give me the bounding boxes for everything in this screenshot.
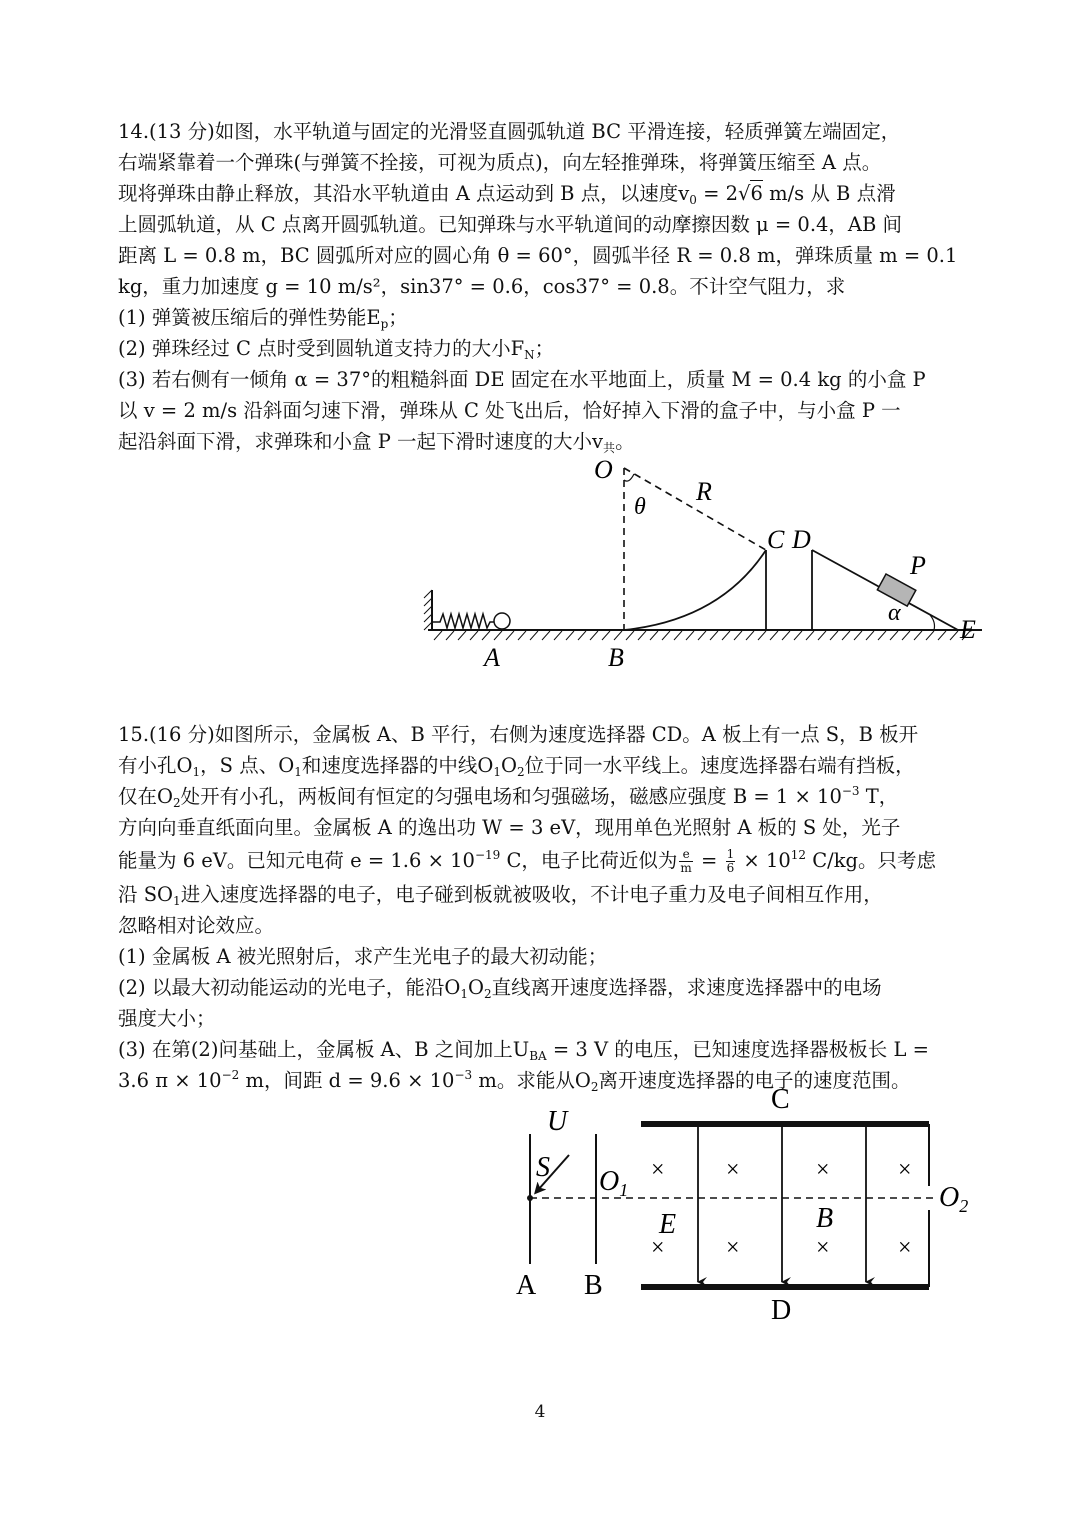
label-u: U: [547, 1106, 568, 1137]
label-b: B: [608, 643, 624, 672]
label-o2: $O_2$: [939, 1182, 969, 1216]
label-c: C: [771, 1084, 790, 1115]
q15-sub-question-2: (2) 以最大初动能运动的光电子，能沿$O_1O_2$直线离开速度选择器，求速度选择器中的电场: [118, 976, 882, 1001]
q14-figure: [410, 450, 990, 680]
q15-sub-question-2-line-2: 强度大小；: [118, 1007, 216, 1030]
label-alpha: α: [888, 600, 901, 626]
page-number: 4: [534, 1402, 546, 1422]
q14-sub-question-3-line-2: 以 v = 2 m/s 沿斜面匀速下滑，弹珠从 C 处飞出后，恰好掉入下滑的盒子中，与小盒 P 一: [118, 399, 901, 422]
b-field-cross: ×: [651, 1235, 665, 1261]
wall-hatching: [424, 590, 432, 630]
label-a: A: [484, 643, 500, 672]
b-field-cross: ×: [816, 1157, 830, 1183]
label-p: P: [910, 551, 926, 580]
label-theta: θ: [634, 494, 646, 520]
b-field-cross: ×: [726, 1157, 740, 1183]
q14-line-5: 距离 L = 0.8 m，BC 圆弧所对应的圆心角 θ = 60°，圆弧半径 R = 0.8 m，弹珠质量 m = 0.1: [118, 244, 958, 267]
question-15: [118, 719, 968, 1096]
label-e: E: [659, 1209, 677, 1240]
q14-line-3: 现将弹珠由静止释放，其沿水平轨道由 A 点运动到 B 点，以速度$v_0 = 2√6$ m/s 从 B 点滑: [118, 182, 896, 207]
b-field-cross: ×: [816, 1235, 830, 1261]
q15-line-4: 方向向垂直纸面向里。金属板 A 的逸出功 W = 3 eV，现用单色光照射 A 板的 S 处，光子: [118, 816, 901, 839]
q15-sub-question-3: (3) 在第(2)问基础上，金属板 A、B 之间加上$U_{BA} = 3$ V 的电压，已知速度选择器极板长 L =: [118, 1038, 929, 1063]
label-b-plate: B: [584, 1270, 603, 1301]
q14-line-6: kg，重力加速度 g = 10 m/s²，sin37° = 0.6，cos37° = 0.8。不计空气阻力，求: [118, 275, 846, 298]
b-field-cross: ×: [726, 1235, 740, 1261]
b-field-cross: ×: [898, 1235, 912, 1261]
q15-line-3: 仅在$O_2$处开有小孔，两板间有恒定的匀强电场和匀强磁场，磁感应强度 $B = 1 \times 10^{-3}$ T，: [118, 784, 899, 810]
label-o1: $O_1$: [599, 1166, 629, 1200]
q15-line-6: 沿 $SO_1$进入速度选择器的电子，电子碰到板就被吸收，不计电子重力及电子间相互作用，: [118, 883, 883, 908]
label-s: S: [536, 1152, 550, 1183]
b-field-cross: ×: [898, 1157, 912, 1183]
ball: [494, 613, 510, 629]
label-o: O: [594, 455, 613, 484]
label-a: A: [516, 1270, 537, 1301]
spring: [432, 614, 494, 628]
q14-sub-question-3-line-3: 起沿斜面下滑，求弹珠和小盒 P 一起下滑时速度的大小$v_共$。: [118, 430, 635, 455]
fraction-e-over-m: $\frac{e}{m}$: [680, 847, 692, 875]
arc-bc: [624, 550, 766, 630]
label-e: E: [960, 615, 976, 644]
q15-sub-question-3-line-2: 3.6 $\pi \times 10^{-2}$ m，间距 $d = 9.6 \times 10^{-3}$ m。求能从$O_2$离开速度选择器的电子的速度范围。: [118, 1068, 911, 1094]
q14-sub-question-3: (3) 若右侧有一倾角 α = 37°的粗糙斜面 DE 固定在水平地面上，质量 M = 0.4 kg 的小盒 P: [118, 368, 926, 391]
label-d: D: [771, 1295, 792, 1326]
fraction-one-sixth: $\frac{1}{6}$: [726, 847, 735, 875]
label-r: R: [696, 477, 712, 506]
q14-line-4: 上圆弧轨道，从 C 点离开圆弧轨道。已知弹珠与水平轨道间的动摩擦因数 μ = 0.4，AB 间: [118, 213, 903, 236]
q15-line-1: 15.(16 分)如图所示，金属板 A、B 平行，右侧为速度选择器 CD。A 板上有一点 S，B 板开: [118, 723, 919, 746]
q15-sub-question-1: (1) 金属板 A 被光照射后，求产生光电子的最大初动能；: [118, 945, 608, 968]
q14-line-2: 右端紧靠着一个弹珠(与弹簧不拴接，可视为质点)，向左轻推弹珠，将弹簧压缩至 A 点。: [118, 151, 882, 174]
label-b-field: B: [816, 1203, 834, 1234]
q15-line-7: 忽略相对论效应。: [118, 914, 275, 937]
b-field-cross: ×: [651, 1157, 665, 1183]
q14-sub-question-1: (1) 弹簧被压缩后的弹性势能$E_p$；: [118, 306, 408, 331]
q15-line-5: 能量为 6 eV。已知元电荷 $e = 1.6 \times 10^{-19}$ C，电子比荷近似为 $\frac{e}{m}$ = $\frac{1}{6}$ × $10^{12}$ C/kg。只考虑: [118, 847, 937, 875]
theta-arc: [624, 474, 634, 481]
q14-line-1: 14.(13 分)如图，水平轨道与固定的光滑竖直圆弧轨道 BC 平滑连接，轻质弹簧左端固定，: [118, 120, 901, 143]
q14-sub-question-2: (2) 弹珠经过 C 点时受到圆轨道支持力的大小$F_N$；: [118, 337, 555, 362]
label-d: D: [792, 525, 811, 554]
label-c: C: [767, 525, 785, 554]
question-14: [118, 116, 968, 457]
ground-hatching: [434, 631, 970, 640]
q15-line-2: 有小孔$O_1$，S 点、$O_1$和速度选择器的中线$O_1O_2$位于同一水平线上。速度选择器右端有挡板，: [118, 754, 915, 779]
q15-figure: [505, 1082, 975, 1327]
